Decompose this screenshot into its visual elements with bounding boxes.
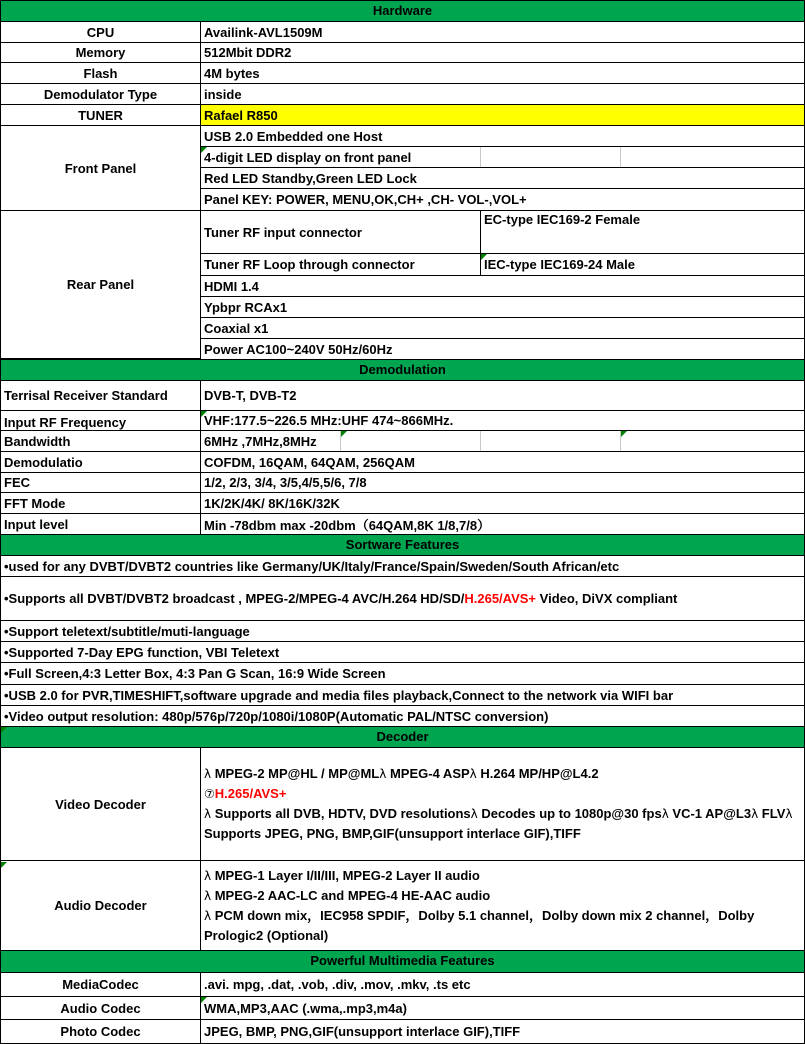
fec-label: FEC: [0, 472, 201, 493]
section-header-decoder: Decoder: [0, 726, 805, 748]
input-level-value: Min -78dbm max -20dbm（64QAM,8K 1/8,7/8）: [200, 513, 805, 535]
video-decoder-details: [200, 747, 805, 861]
audio-codec-value: WMA,MP3,AAC (.wma,.mp3,m4a): [200, 996, 805, 1020]
codec-text-end: Video, DiVX compliant: [536, 590, 678, 606]
bandwidth-label: Bandwidth: [0, 430, 201, 452]
cell-marker: [1, 727, 7, 733]
audio-decoder-details: [200, 860, 805, 951]
video-spec: H.264 MP/HP@L4.2: [476, 766, 599, 781]
demodulator-type-label: Demodulator Type: [0, 83, 201, 105]
grid-line: [620, 147, 621, 167]
demodulation-value: COFDM, 16QAM, 64QAM, 256QAM: [200, 451, 805, 473]
lambda-bullet: λ: [379, 767, 387, 781]
front-panel-item: Panel KEY: POWER, MENU,OK,CH+ ,CH- VOL-,VOL+: [200, 188, 805, 211]
cell-marker: [201, 997, 207, 1003]
circled-seven-bullet: ⑦: [204, 787, 215, 801]
tuner-label: TUNER: [0, 104, 201, 126]
lambda-bullet: λ: [204, 807, 212, 821]
fft-mode-label: FFT Mode: [0, 492, 201, 514]
grid-line: [480, 431, 481, 451]
software-feature: •Supported 7-Day EPG function, VBI Teletext: [0, 641, 805, 663]
codec-text: •Supports all DVBT/DVBT2 broadcast , MPEG-2/MPEG-4 AVC/H.264 HD/SD/: [4, 590, 465, 606]
memory-value: 512Mbit DDR2: [200, 42, 805, 63]
cell-marker: [201, 147, 207, 153]
audio-spec: MPEG-1 Layer I/II/III, MPEG-2 Layer II audio: [211, 867, 480, 883]
rf-input-value: EC-type IEC169-2 Female: [480, 210, 805, 254]
video-spec: MPEG-4 ASP: [386, 766, 470, 781]
media-codec-label: MediaCodec: [0, 972, 201, 997]
rear-panel-item: Power AC100~240V 50Hz/60Hz: [200, 338, 805, 360]
cell-marker: [341, 431, 347, 437]
front-panel-item: Red LED Standby,Green LED Lock: [200, 167, 805, 189]
lambda-bullet: λ: [661, 807, 669, 821]
video-spec: MPEG-2 MP@HL / MP@ML: [211, 766, 380, 781]
fft-mode-value: 1K/2K/4K/ 8K/16K/32K: [200, 492, 805, 514]
video-decoder-label: Video Decoder: [0, 747, 201, 861]
cell-marker: [201, 411, 207, 417]
section-header-hardware: Hardware: [0, 0, 805, 22]
flash-value: 4M bytes: [200, 62, 805, 84]
section-header-demodulation: Demodulation: [0, 359, 805, 381]
photo-codec-label: Photo Codec: [0, 1019, 201, 1044]
cell-marker: [481, 254, 487, 260]
lambda-bullet: λ: [470, 807, 478, 821]
lambda-bullet: λ: [469, 767, 477, 781]
software-feature: •USB 2.0 for PVR,TIMESHIFT,software upgrade and media files playback,Connect to the network via WIFI bar: [0, 684, 805, 706]
rear-panel-label: Rear Panel: [0, 210, 201, 359]
software-feature: •Support teletext/subtitle/muti-language: [0, 620, 805, 642]
video-spec: Decodes up to 1080p@30 fps: [477, 806, 662, 821]
flash-label: Flash: [0, 62, 201, 84]
lambda-bullet: λ: [204, 908, 212, 923]
audio-decoder-label: Audio Decoder: [0, 860, 201, 951]
codec-highlight: H.265/AVS+: [464, 590, 537, 606]
video-spec: FLV: [758, 806, 786, 821]
media-codec-value: .avi. mpg, .dat, .vob, .div, .mov, .mkv, .ts etc: [200, 972, 805, 997]
rf-frequency-value: VHF:177.5~226.5 MHz:UHF 474~866MHz.: [200, 410, 805, 431]
rear-panel-item: Coaxial x1: [200, 317, 805, 339]
lambda-bullet: λ: [751, 807, 759, 821]
lambda-bullet: λ: [204, 767, 212, 781]
lambda-bullet: λ: [204, 868, 212, 883]
rear-panel-item: HDMI 1.4: [200, 275, 805, 297]
tuner-value: Rafael R850: [200, 104, 805, 126]
software-feature: •used for any DVBT/DVBT2 countries like Germany/UK/Italy/France/Spain/Sweden/South African/etc: [0, 555, 805, 577]
cpu-label: CPU: [0, 21, 201, 43]
front-panel-item: 4-digit LED display on front panel: [200, 146, 805, 168]
demodulation-label: Demodulatio: [0, 451, 201, 473]
video-spec: VC-1 AP@L3: [668, 806, 752, 821]
audio-codec-label: Audio Codec: [0, 996, 201, 1020]
software-feature: •Video output resolution: 480p/576p/720p/1080i/1080P(Automatic PAL/NTSC conversion): [0, 705, 805, 727]
rf-loop-label: Tuner RF Loop through connector: [200, 253, 481, 276]
audio-spec: MPEG-2 AAC-LC and MPEG-4 HE-AAC audio: [211, 887, 491, 903]
memory-label: Memory: [0, 42, 201, 63]
audio-spec: PCM down mix，IEC958 SPDIF，Dolby 5.1 channel，Dolby down mix 2 channel，Dolby Prologic2 (Optional): [204, 907, 755, 943]
lambda-bullet: λ: [204, 888, 212, 903]
video-spec: Supports JPEG, PNG, BMP,GIF(unsupport interlace GIF),TIFF: [204, 826, 581, 841]
demodulator-type-value: inside: [200, 83, 805, 105]
lambda-bullet: λ: [785, 807, 793, 821]
software-feature: •Full Screen,4:3 Letter Box, 4:3 Pan G Scan, 16:9 Wide Screen: [0, 662, 805, 685]
photo-codec-value: JPEG, BMP, PNG,GIF(unsupport interlace GIF),TIFF: [200, 1019, 805, 1044]
section-header-multimedia: Powerful Multimedia Features: [0, 950, 805, 973]
input-level-label: Input level: [0, 513, 201, 535]
software-feature-codecs: [0, 576, 805, 621]
video-spec: Supports all DVB, HDTV, DVD resolutions: [211, 806, 471, 821]
grid-line: [480, 147, 481, 167]
cpu-value: Availink-AVL1509M: [200, 21, 805, 43]
front-panel-item: USB 2.0 Embedded one Host: [200, 125, 805, 147]
receiver-standard-label: Terrisal Receiver Standard: [0, 380, 201, 411]
front-panel-label: Front Panel: [0, 125, 201, 211]
rear-panel-item: Ypbpr RCAx1: [200, 296, 805, 318]
video-spec-highlight: H.265/AVS+: [214, 786, 287, 801]
rf-frequency-label: Input RF Frequency: [0, 410, 201, 431]
receiver-standard-value: DVB-T, DVB-T2: [200, 380, 805, 411]
rf-input-label: Tuner RF input connector: [200, 210, 481, 254]
section-header-software: Sortware Features: [0, 534, 805, 556]
cell-marker: [621, 431, 627, 437]
bandwidth-value: 6MHz ,7MHz,8MHz: [200, 430, 805, 452]
fec-value: 1/2, 2/3, 3/4, 3/5,4/5,5/6, 7/8: [200, 472, 805, 493]
rf-loop-value: IEC-type IEC169-24 Male: [480, 253, 805, 276]
